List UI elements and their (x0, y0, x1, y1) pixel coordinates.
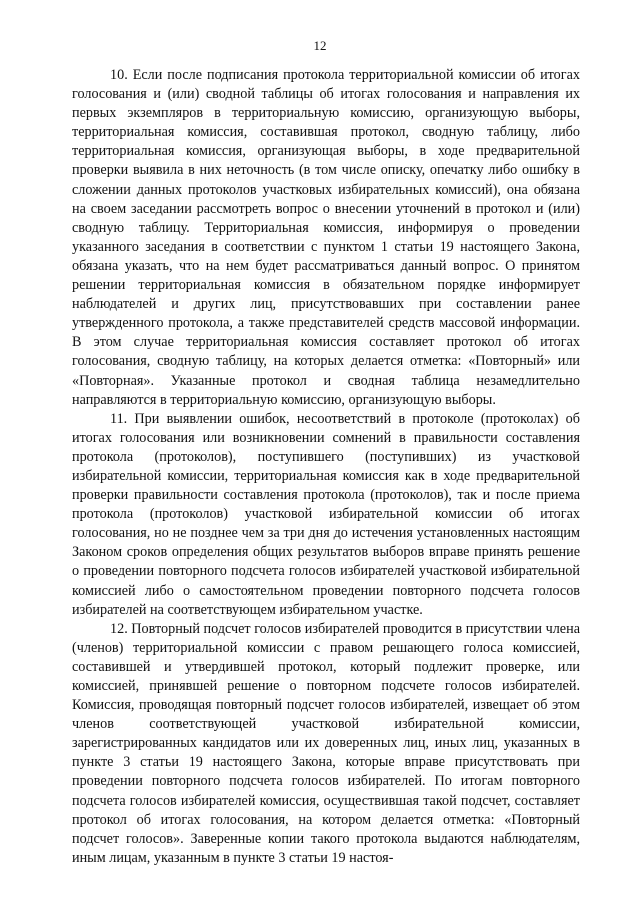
paragraph-12: 12. Повторный подсчет голосов избирателей проводится в присутствии члена (членов) территориальной комиссии с правом решающего голоса комиссией, составившей и утвердившей протокол, который подлежит проверке, или комиссией, принявшей решение о повторном подсчете голосов избирателей. Комиссия, проводящая повторный подсчет голосов избирателей, извещает об этом членов соответствующей участковой избирательной комиссии, зарегистрированных кандидатов или их доверенных лиц, иных лиц, указанных в пункте 3 статьи 19 настоящего Закона, которые вправе присутствовать при проведении повторного подсчета голосов избирателей. По итогам повторного подсчета голосов избирателей комиссия, осуществившая такой подсчет, составляет протокол об итогах голосования, на котором делается отметка: «Повторный подсчет голосов». Заверенные копии такого протокола выдаются наблюдателям, иным лицам, указанным в пункте 3 статьи 19 настоя- (72, 620, 580, 866)
document-body (72, 66, 580, 868)
paragraph-11: 11. При выявлении ошибок, несоответствий в протоколе (протоколах) об итогах голосования или возникновении сомнений в правильности составления протокола (протоколов), поступившего (поступивших) из участковой избирательной комиссии, территориальная комиссия как в ходе предварительной проверки правильности составления протокола (протоколов), так и после приема протокола (протоколов) участковой избирательной комиссии об итогах голосования, но не позднее чем за три дня до истечения установленных настоящим Законом сроков определения общих результатов выборов вправе принять решение о проведении повторного подсчета голосов избирателей участковой избирательной комиссией либо о самостоятельном проведении повторного подсчета голосов избирателей на соответствующем избирательном участке. (72, 410, 580, 618)
page-number: 12 (313, 38, 327, 53)
paragraph-10: 10. Если после подписания протокола территориальной комиссии об итогах голосования и (или) сводной таблицы об итогах голосования и направления их первых экземпляров в территориальную комиссию, организующую выборы, территориальная комиссия, составившая протокол, сводную таблицу, либо территориальная комиссия, организующая выборы, в ходе предварительной проверки выявила в них неточность (в том числе описку, опечатку либо ошибку в сложении данных протоколов участковых избирательных комиссий), она обязана на своем заседании рассмотреть вопрос о внесении уточнений в протокол и (или) сводную таблицу. Территориальная комиссия, информируя о проведении указанного заседания в соответствии с пунктом 1 статьи 19 настоящего Закона, обязана указать, что на нем будет рассматриваться данный вопрос. О принятом решении территориальная комиссия в обязательном порядке информирует наблюдателей и других лиц, присутствовавших при составлении ранее утвержденного протокола, а также представителей средств массовой информации. В этом случае территориальная комиссия составляет протокол об итогах голосования, сводную таблицу, на которых делается отметка: «Повторный» или «Повторная». Указанные протокол и сводная таблица незамедлительно направляются в территориальную комиссию, организующую выборы. (72, 67, 580, 408)
